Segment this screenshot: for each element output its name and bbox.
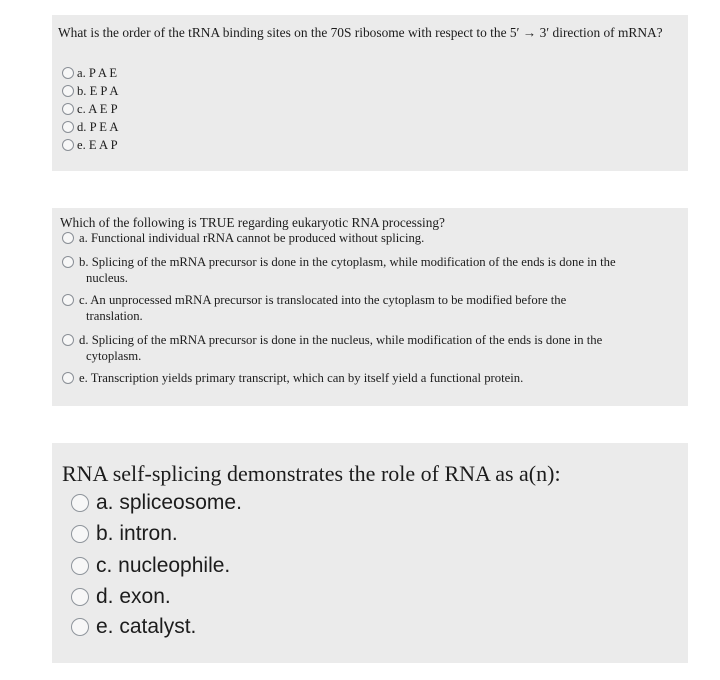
question-3-prompt: RNA self-splicing demonstrates the role of RNA as a(n): [62, 461, 561, 486]
q2-option-b-label: b. Splicing of the mRNA precursor is done in the cytoplasm, while modification of the ends is done in the [79, 255, 616, 269]
q2-option-b[interactable] [62, 254, 616, 270]
radio-button-icon[interactable] [62, 85, 74, 97]
q3-option-d-label: d. exon. [96, 585, 171, 608]
q2-option-d-label: d. Splicing of the mRNA precursor is done in the nucleus, while modification of the ends is done in the [79, 333, 603, 347]
q1-option-e[interactable] [62, 137, 118, 153]
q3-option-a-label: a. spliceosome. [96, 491, 242, 514]
q1-option-c[interactable] [62, 101, 118, 117]
radio-button-icon[interactable] [62, 334, 74, 346]
q3-option-a[interactable] [71, 490, 242, 516]
q2-option-a[interactable] [62, 230, 424, 246]
question-2-panel [52, 208, 688, 406]
q1-option-d-label: d. P E A [77, 120, 119, 134]
q2-option-d-continuation: cytoplasm. [86, 349, 142, 363]
radio-button-icon[interactable] [71, 588, 89, 606]
q2-option-e-label: e. Transcription yields primary transcript, which can by itself yield a functional protein. [79, 371, 524, 385]
radio-button-icon[interactable] [71, 494, 89, 512]
radio-button-icon[interactable] [62, 232, 74, 244]
radio-button-icon[interactable] [62, 139, 74, 151]
q1-option-b-label: b. E P A [77, 84, 119, 98]
question-2-prompt: Which of the following is TRUE regarding eukaryotic RNA processing? [60, 215, 445, 230]
q3-option-c[interactable] [71, 553, 230, 579]
q1-option-d[interactable] [62, 119, 119, 135]
radio-button-icon[interactable] [62, 372, 74, 384]
q3-option-e-label: e. catalyst. [96, 615, 197, 638]
q3-option-b[interactable] [71, 521, 178, 547]
q3-option-c-label: c. nucleophile. [96, 554, 231, 577]
question-1-panel [52, 15, 688, 171]
radio-button-icon[interactable] [71, 525, 89, 543]
radio-button-icon[interactable] [62, 121, 74, 133]
q1-option-e-label: e. E A P [77, 138, 118, 152]
q2-option-c-continuation: translation. [86, 309, 143, 323]
question-1-prompt: What is the order of the tRNA binding sites on the 70S ribosome with respect to the 5′ → 3′ direction of mRNA? [58, 25, 663, 40]
q2-option-e[interactable] [62, 370, 523, 386]
radio-button-icon[interactable] [71, 618, 89, 636]
q2-option-b-continuation: nucleus. [86, 271, 128, 285]
q2-option-c-label: c. An unprocessed mRNA precursor is translocated into the cytoplasm to be modified before the [79, 293, 567, 307]
radio-button-icon[interactable] [62, 256, 74, 268]
question-3-panel [52, 443, 688, 663]
q1-option-a-label: a. P A E [77, 66, 118, 80]
q1-option-b[interactable] [62, 83, 119, 99]
q3-option-d[interactable] [71, 584, 171, 610]
radio-button-icon[interactable] [62, 67, 74, 79]
q1-option-a[interactable] [62, 65, 117, 81]
q2-option-d[interactable] [62, 332, 602, 348]
q2-option-a-label: a. Functional individual rRNA cannot be produced without splicing. [79, 231, 425, 245]
q3-option-b-label: b. intron. [96, 522, 178, 545]
q1-option-c-label: c. A E P [77, 102, 118, 116]
radio-button-icon[interactable] [62, 294, 74, 306]
radio-button-icon[interactable] [71, 557, 89, 575]
q3-option-e[interactable] [71, 614, 196, 640]
q2-option-c[interactable] [62, 292, 566, 308]
radio-button-icon[interactable] [62, 103, 74, 115]
